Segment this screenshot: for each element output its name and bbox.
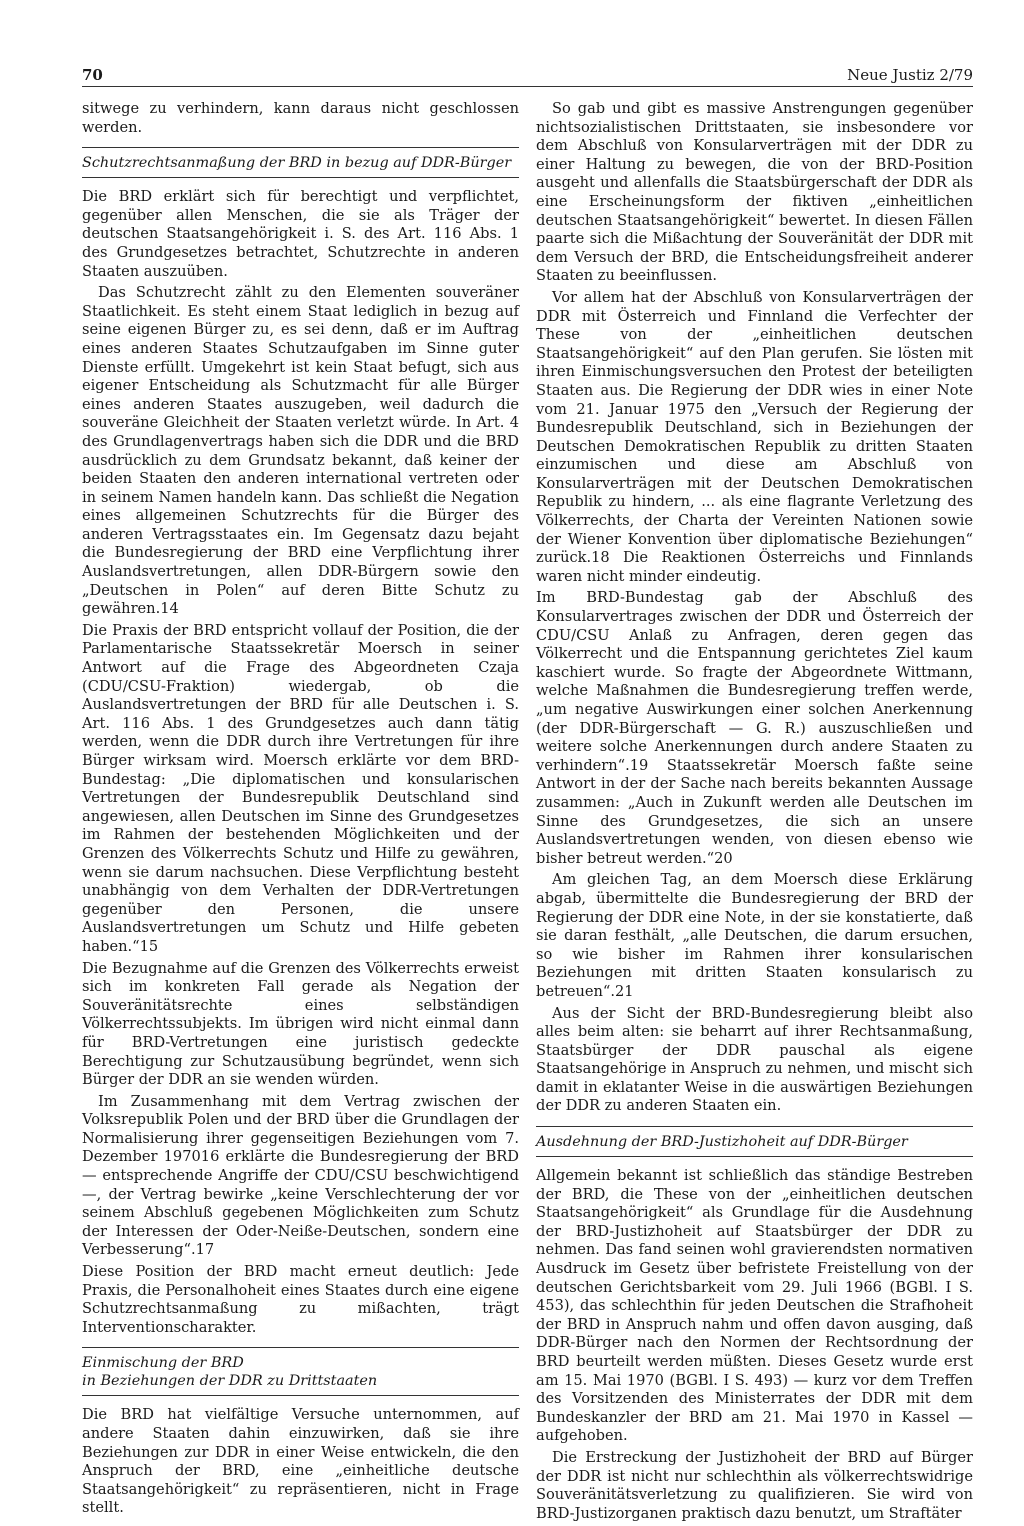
paragraph: Die Erstreckung der Justizhoheit der BRD auf Bürger der DDR ist nicht nur schlechthin als völkerrechtswidrige Souveränitätsverletzung zu qualifizieren. Sie wird von BRD-Justizorganen praktisch dazu benutzt, um Straftäter [536,1448,973,1522]
paragraph: Das Schutzrecht zählt zu den Elementen souveräner Staatlichkeit. Es steht einem Staat lediglich in bezug auf seine eigenen Bürger zu, es sei denn, daß er im Auftrag eines anderen Staates Schutzaufgaben im Sinne guter Dienste erfüllt. Umgekehrt ist kein Staat befugt, sich aus eigener Entscheidung als Schutzmacht für alle Bürger eines anderen Staates auszugeben, weil dadurch die souveräne Gleichheit der Staaten verletzt würde. In Art. 4 des Grundlagenvertrags haben sich die DDR und die BRD ausdrücklich zu dem Grundsatz bekannt, daß keiner der beiden Staaten den anderen international vertreten oder in seinem Namen handeln kann. Das schließt die Negation eines allgemeinen Schutzrechts für die Bürger des anderen Vertragsstaates ein. Im Gegensatz dazu bejaht die Bundesregierung der BRD eine Verpflichtung ihrer Auslandsvertretungen, allen DDR-Bürgern sowie den „Deutschen in Polen“ auf deren Bitte Schutz zu gewähren.14 [82,284,519,618]
paragraph: Am gleichen Tag, an dem Moersch diese Erklärung abgab, übermittelte die Bundesregierung der BRD der Regierung der DDR eine Note, in der sie konstatierte, daß sie daran festhält, „alle Deutschen, die darum ersuchen, so wie bisher im Rahmen ihrer konsularischen Beziehungen mit dritten Staaten konsularisch zu betreuen“.21 [536,871,973,1000]
paragraph: sitwege zu verhindern, kann daraus nicht geschlossen werden. [82,100,519,136]
section-heading-einmischung [82,1347,519,1396]
paragraph: Aus der Sicht der BRD-Bundesregierung bleibt also alles beim alten: sie beharrt auf ihrer Rechtsanmaßung, Staatsbürger der DDR pauschal als eigene Staatsangehörige in Anspruch zu nehmen, und mischt sich damit in eklatanter Weise in die auswärtigen Beziehungen der DDR zu anderen Staaten ein. [536,1004,973,1115]
paragraph: Die BRD hat vielfältige Versuche unternommen, auf andere Staaten dahin einzuwirken, daß sie ihre Beziehungen zur DDR in einer Weise entwickeln, die den Anspruch der BRD, eine „einheitliche deutsche Staatsangehörigkeit“ zu repräsentieren, nicht in Frage stellt. [82,1406,519,1517]
paragraph: Die Bezugnahme auf die Grenzen des Völkerrechts erweist sich im konkreten Fall gerade als Negation der Souveränitätsrechte eines selbständigen Völkerrechtssubjekts. Im übrigen wird nicht einmal dann für BRD-Vertretungen eine juristisch gedeckte Berechtigung zur Schutzausübung begründet, wenn sich Bürger der DDR an sie wenden würden. [82,959,519,1089]
paragraph: Die BRD erklärt sich für berechtigt und verpflichtet, gegenüber allen Menschen, die sie als Träger der deutschen Staatsangehörigkeit i. S. des Art. 116 Abs. 1 des Grundgesetzes betrachtet, Schutzrechte in anderen Staaten auszuüben. [82,188,519,280]
paragraph: Allgemein bekannt ist schließlich das ständige Bestreben der BRD, die These von der „einheitlichen deutschen Staatsangehörigkeit“ als Grundlage für die Ausdehnung der BRD-Justizhoheit auf Staatsbürger der DDR zu nehmen. Das fand seinen wohl gravierendsten normativen Ausdruck im Gesetz über befristete Freistellung von der deutschen Gerichtsbarkeit vom 29. Juli 1966 (BGBl. I S. 453), das schlechthin für jeden Deutschen die Strafhoheit der BRD in Anspruch nahm und offen davon ausging, daß DDR-Bürger nach den Normen der Rechtsordnung der BRD beurteilt werden müßten. Dieses Gesetz wurde erst am 15. Mai 1970 (BGBl. I S. 493) — kurz vor dem Treffen des Vorsitzenden des Ministerrates der DDR mit dem Bundeskanzler der BRD am 21. Mai 1970 in Kassel — aufgehoben. [536,1167,973,1445]
paragraph: So gab und gibt es massive Anstrengungen gegenüber nichtsozialistischen Drittstaaten, sie insbesondere vor dem Abschluß von Konsularverträgen mit der DDR zu einer Haltung zu bewegen, die von der BRD-Position ausgeht und allenfalls die Staatsbürgerschaft der DDR als eine Erscheinungsform der fiktiven „einheitlichen deutschen Staatsangehörigkeit“ bewertet. In diesen Fällen paarte sich die Mißachtung der Souveränität der DDR mit dem Versuch der BRD, die Entscheidungsfreiheit anderer Staaten zu beeinflussen. [536,100,973,285]
page-number: 70 [82,66,103,84]
section-heading-justizhoheit: Ausdehnung der BRD-Justizhoheit auf DDR-Bürger [536,1126,973,1157]
paragraph: Diese Position der BRD macht erneut deutlich: Jede Praxis, die Personalhoheit eines Staates durch eine eigene Schutzrechtsanmaßung zu mißachten, trägt Interventionscharakter. [82,1263,519,1336]
heading-line: in Beziehungen der DDR zu Drittstaaten [82,1373,378,1390]
paragraph: Im Zusammenhang mit dem Vertrag zwischen der Volksrepublik Polen und der BRD über die Grundlagen der Normalisierung ihrer gegenseitigen Beziehungen vom 7. Dezember 197016 erklärte die Bundesregierung der BRD — entsprechende Angriffe der CDU/CSU beschwichtigend —, der Vertrag bewirke „keine Verschlechterung der vor seinem Abschluß gegebenen Möglichkeiten zum Schutz der Interessen der Oder-Neiße-Deutschen, sondern eine Verbesserung“.17 [82,1092,519,1259]
paragraph: Im BRD-Bundestag gab der Abschluß des Konsularvertrages zwischen der DDR und Österreich der CDU/CSU Anlaß zu Anfragen, deren gegen das Völkerrecht und die Entspannung gerichtetes Ziel kaum kaschiert wurde. So fragte der Abgeordnete Wittmann, welche Maßnahmen die Bundesregierung treffen werde, „um negative Auswirkungen einer solchen Anerkennung (der DDR-Bürgerschaft — G. R.) auszuschließen und weitere solche Anerkennungen durch andere Staaten zu verhindern“.19 Staatssekretär Moersch faßte seine Antwort in der der Sache nach bereits bekannten Aussage zusammen: „Auch in Zukunft werden alle Deutschen im Sinne des Grundgesetzes, die sich an unsere Auslandsvertretungen wenden, von diesen ebenso wie bisher betreut werden.“20 [536,589,973,867]
heading-line: Einmischung der BRD [82,1355,244,1372]
header-rule [82,86,973,87]
paragraph: Die Praxis der BRD entspricht vollauf der Position, die der Parlamentarische Staatssekretär Moersch in seiner Antwort auf die Frage des Abgeordneten Czaja (CDU/CSU-Fraktion) wiedergab, ob die Auslandsvertretungen der BRD für alle Deutschen i. S. Art. 116 Abs. 1 des Grundgesetzes auch dann tätig werden, wenn die DDR durch ihre Vertretungen für ihre Bürger wirksam wird. Moersch erklärte vor dem BRD-Bundestag: „Die diplomatischen und konsularischen Vertretungen der Bundesrepublik Deutschland sind angewiesen, allen Deutschen im Sinne des Grundgesetzes im Rahmen der bestehenden Möglichkeiten und der Grenzen des Völkerrechts Schutz und Hilfe zu gewähren, wenn sie darum nachsuchen. Diese Verpflichtung besteht unabhängig von dem Verhalten der DDR-Vertretungen gegenüber den Personen, die unsere Auslandsvertretungen um Schutz und Hilfe gebeten haben.“15 [82,621,519,955]
journal-issue: Neue Justiz 2/79 [847,66,973,84]
left-column [82,100,519,1521]
right-column [536,100,973,1526]
section-heading-schutzrecht: Schutzrechtsanmaßung der BRD in bezug auf DDR-Bürger [82,147,519,178]
paragraph: Vor allem hat der Abschluß von Konsularverträgen der DDR mit Österreich und Finnland die Verfechter der These von der „einheitlichen deutschen Staatsangehörigkeit“ auf den Plan gerufen. Sie lösten mit ihren Einmischungsversuchen den Protest der beteiligten Staaten aus. Die Regierung der DDR wies in einer Note vom 21. Januar 1975 den „Versuch der Regierung der Bundesrepublik Deutschland, sich in Beziehungen der Deutschen Demokratischen Republik zu dritten Staaten einzumischen und diese am Abschluß von Konsularverträgen mit der Deutschen Demokratischen Republik zu hindern, ... als eine flagrante Verletzung des Völkerrechts, der Charta der Vereinten Nationen sowie der Wiener Konvention über diplomatische Beziehungen“ zurück.18 Die Reaktionen Österreichs und Finnlands waren nicht minder eindeutig. [536,288,973,585]
